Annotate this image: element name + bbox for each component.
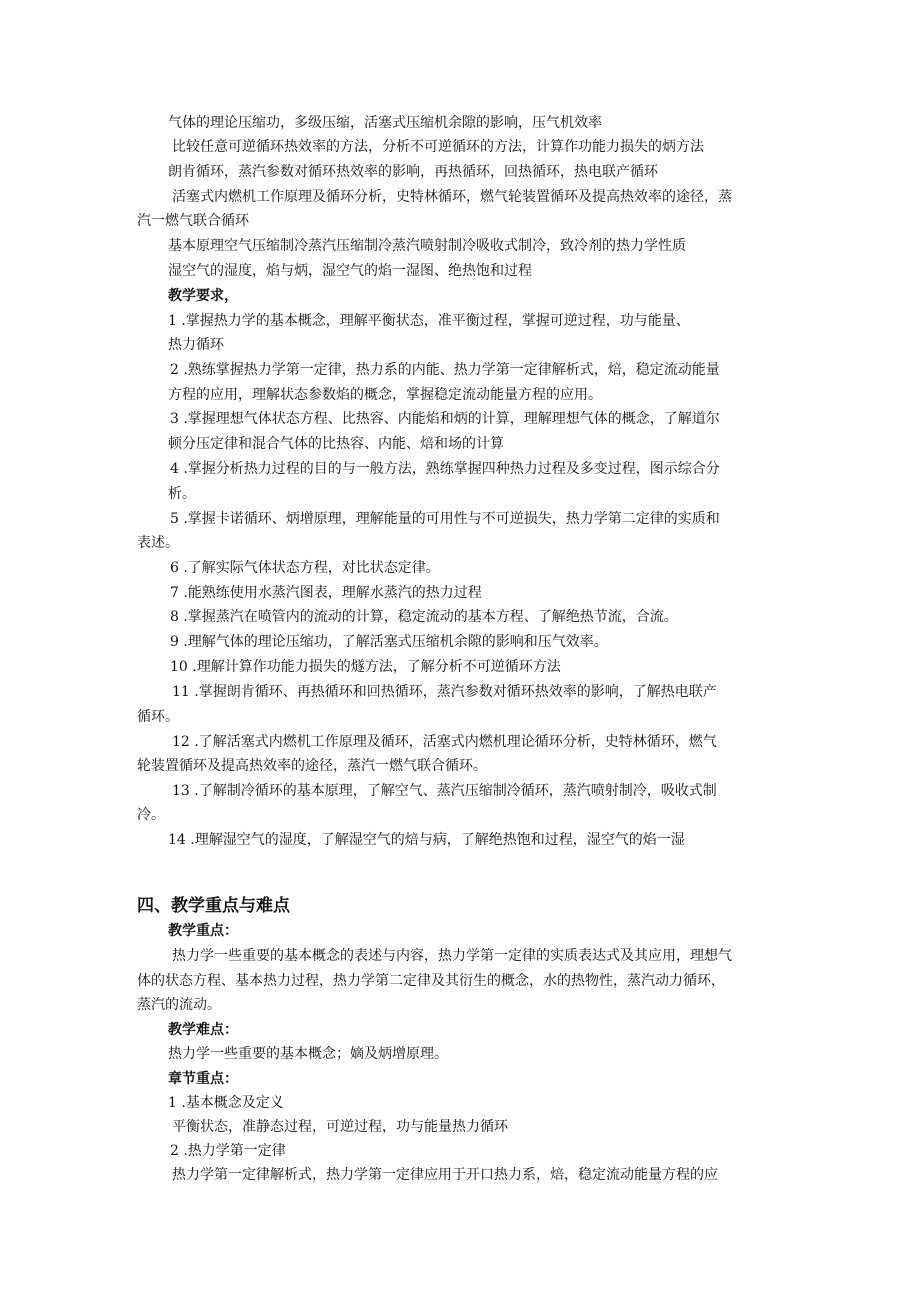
text-line: 热力学第一定律解析式，热力学第一定律应用于开口热力系，焙，稳定流动能量方程的应 [172,1167,718,1183]
list-item: 8 .掌握蒸汽在喷管内的流动的计算，稳定流动的基本方程、了解绝热节流，合流。 [170,609,678,625]
list-item: 5 .掌握卡诺循环、炳增原理，理解能量的可用性与不可逆损失，热力学第二定律的实质和 [170,511,720,527]
list-item: 6 .了解实际气体状态方程，对比状态定律。 [170,560,440,576]
section-label: 教学要求， [168,288,238,304]
list-item: 3 .掌握理想气体状态方程、比热容、内能焰和炳的计算，理解理想气体的概念，了解道尔 [170,411,720,427]
list-item: 10 .理解计算作功能力损失的燧方法，了解分析不可逆循环方法 [170,659,561,675]
text-line: 朗肯循环，蒸汽参数对循环热效率的影响，再热循环，回热循环，热电联产循环 [168,164,658,180]
section-heading: 四、教学重点与难点 [137,896,290,916]
list-item: 9 .理解气体的理论压缩功，了解活塞式压缩机余隙的影响和压气效率。 [170,634,608,650]
text-line: 湿空气的湿度，焰与炳，湿空气的焰一湿图、绝热饱和过程 [168,263,532,279]
list-item: 2 .熟练掌握热力学第一定律，热力系的内能、热力学第一定律解析式，焙，稳定流动能量 [170,362,720,378]
list-item: 13 .了解制冷循环的基本原理，了解空气、蒸汽压缩制冷循环，蒸汽喷射制冷，吸收式制 [172,783,717,799]
list-item: 4 .掌握分析热力过程的目的与一般方法，熟练掌握四种热力过程及多变过程，图示综合分 [170,461,720,477]
text-line: 气体的理论压缩功，多级压缩，活塞式压缩机余隙的影响，压气机效率 [168,115,602,131]
text-line: 冷。 [137,807,165,823]
list-item: 12 .了解活塞式内燃机工作原理及循环，活塞式内燃机理论循环分析，史特林循环，燃气 [172,734,717,750]
text-line: 热力学一些重要的基本概念的表述与内容，热力学第一定律的实质表达式及其应用，理想气 [172,948,732,964]
section-label: 教学难点： [168,1022,238,1038]
section-label: 章节重点： [168,1071,238,1087]
list-item: 11 .掌握朗肯循环、再热循环和回热循环，蒸汽参数对循环热效率的影响，了解热电联产 [172,684,717,700]
text-line: 蒸汽的流动。 [137,997,221,1013]
text-line: 基本原理空气压缩制冷蒸汽压缩制冷蒸汽喷射制冷吸收式制冷，致冷剂的热力学性质 [168,238,686,254]
text-line: 汽一燃气联合循环 [137,213,249,229]
text-line: 比较任意可逆循环热效率的方法，分析不可逆循环的方法，计算作功能力损失的炳方法 [172,139,704,155]
text-line: 体的状态方程、基本热力过程，热力学第二定律及其衍生的概念，水的热物性，蒸汽动力循环， [137,973,725,989]
text-line: 析。 [168,486,196,502]
list-item: 14 .理解湿空气的湿度，了解湿空气的焙与病，了解绝热饱和过程，湿空气的焰一湿 [168,832,685,848]
text-line: 循环。 [137,709,179,725]
list-item: 7 .能熟练使用水蒸汽图表，理解水蒸汽的热力过程 [170,585,482,601]
text-line: 方程的应用，理解状态参数焰的概念，掌握稳定流动能量方程的应用。 [168,387,602,403]
section-label: 教学重点： [168,923,238,939]
text-line: 表述。 [137,535,179,551]
list-item: 1 .掌握热力学的基本概念，理解平衡状态，准平衡过程，掌握可逆过程，功与能量、 [168,313,690,329]
text-line: 轮装置循环及提高热效率的途径，蒸汽一燃气联合循环。 [137,758,487,774]
text-line: 热力循环 [168,337,224,353]
text-line: 顿分压定律和混合气体的比热容、内能、焙和场的计算 [168,436,504,452]
text-line: 热力学一些重要的基本概念；嫡及炳增原理。 [168,1046,448,1062]
text-line: 活塞式内燃机工作原理及循环分析，史特林循环，燃气轮装置循环及提高热效率的途径，蒸 [172,189,732,205]
list-item: 2 .热力学第一定律 [170,1143,286,1159]
list-item: 1 .基本概念及定义 [168,1095,284,1111]
text-line: 平衡状态，准静态过程，可逆过程，功与能量热力循环 [172,1119,508,1135]
